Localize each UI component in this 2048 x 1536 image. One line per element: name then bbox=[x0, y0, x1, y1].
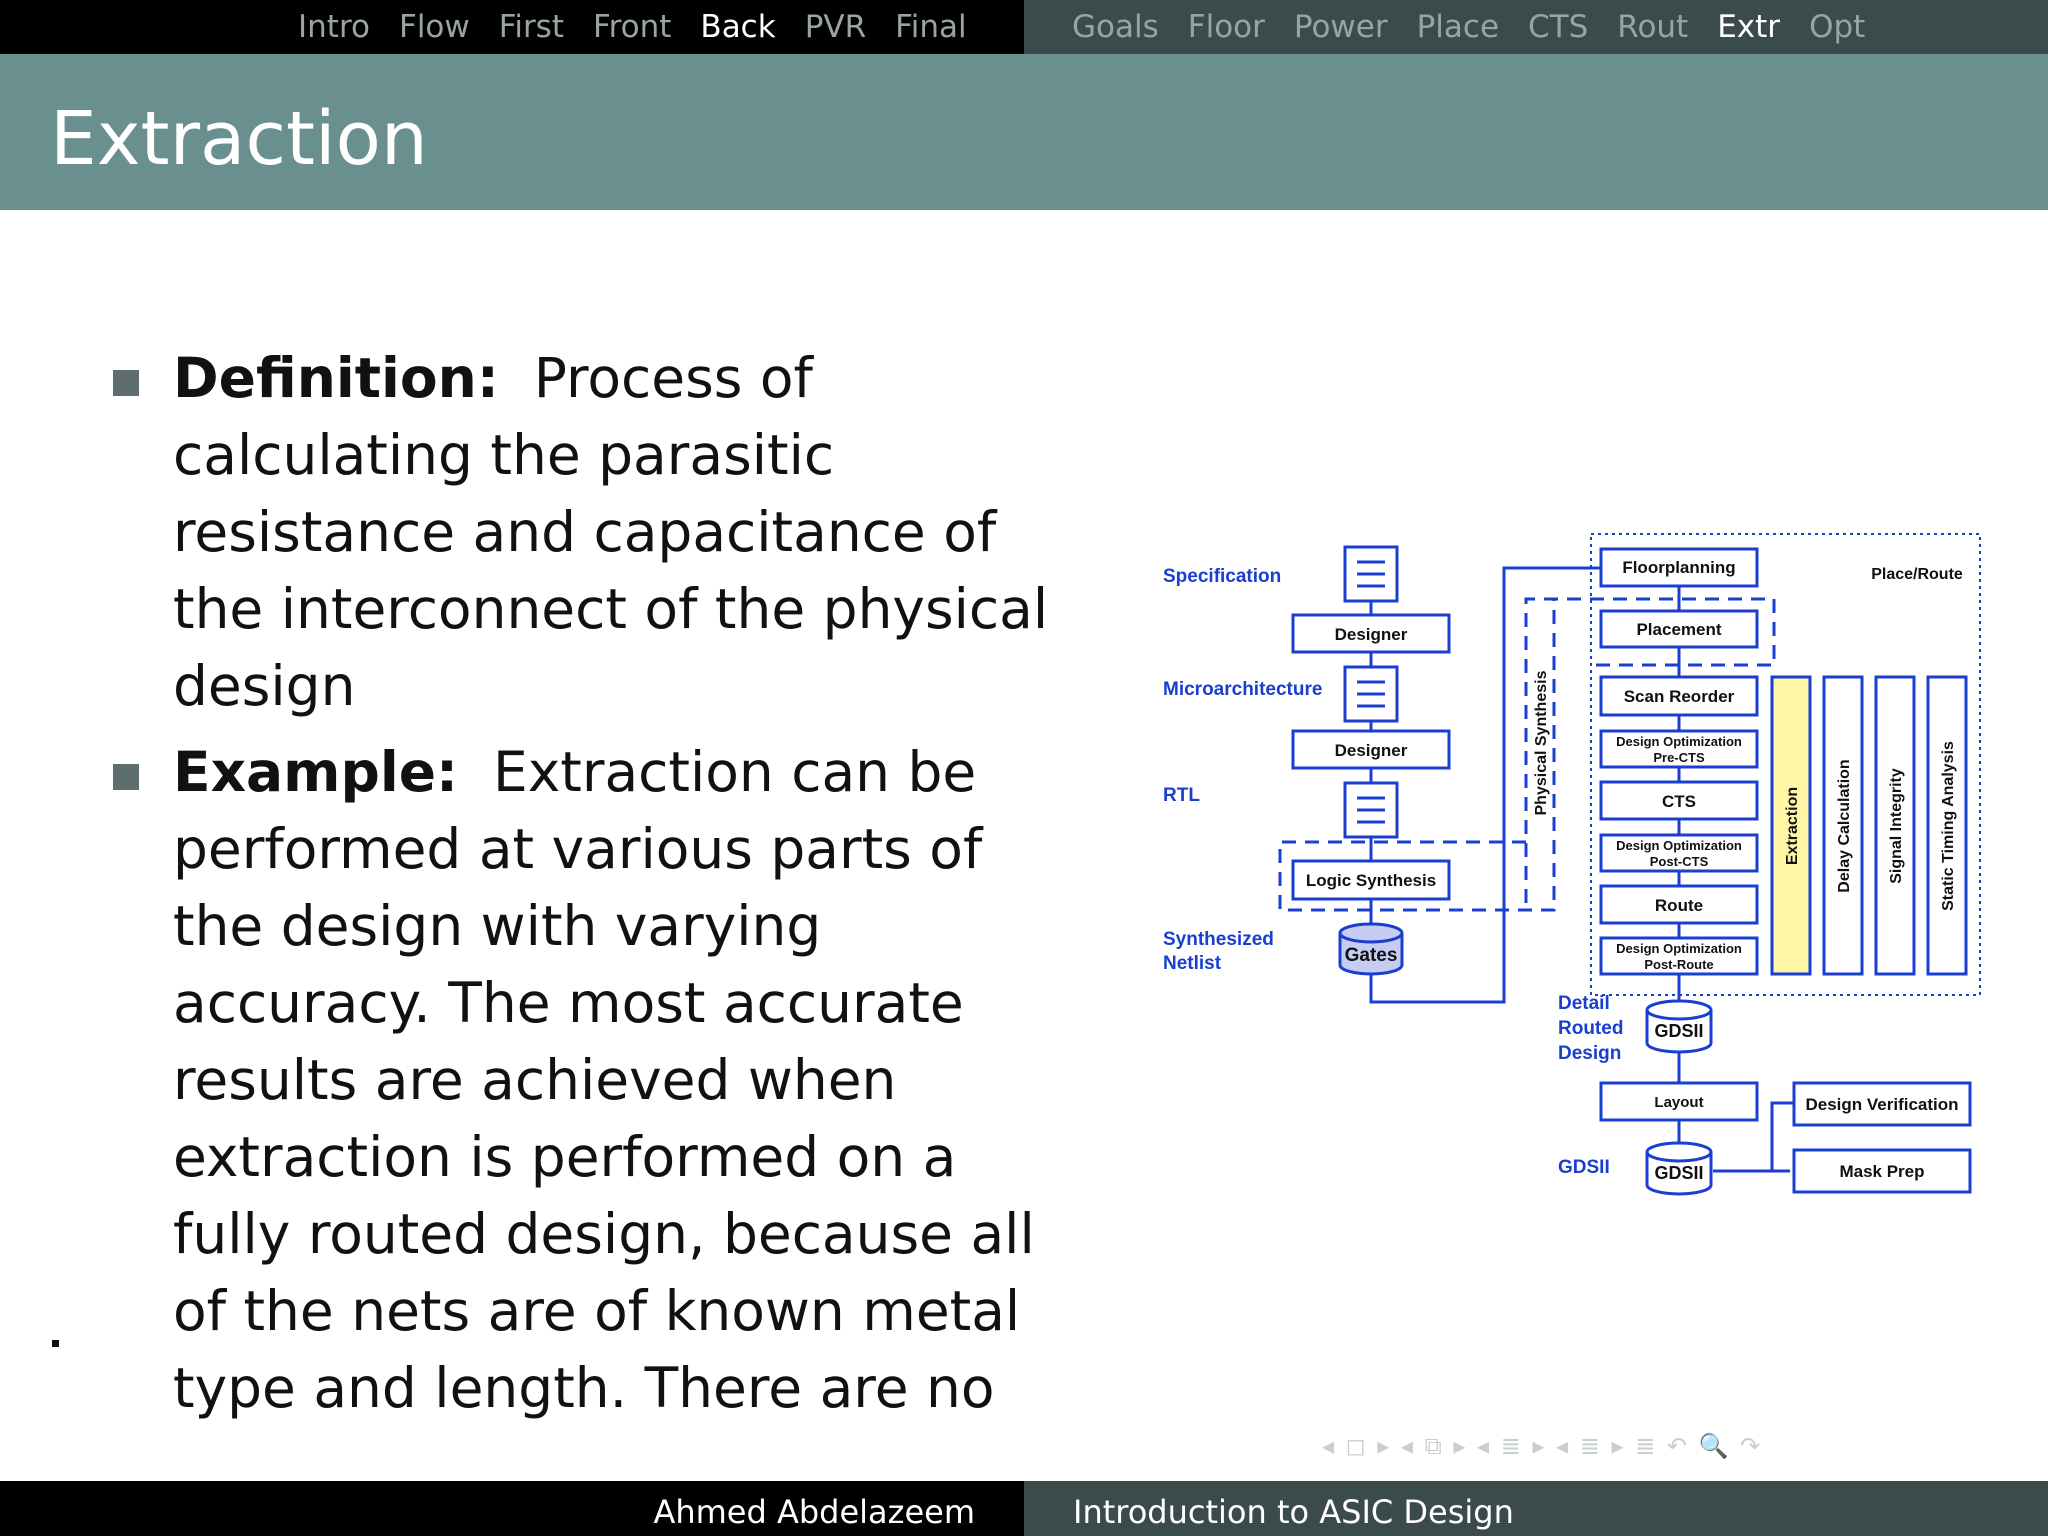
bullet-label: Example: bbox=[173, 740, 458, 804]
text-gates: Gates bbox=[1344, 945, 1398, 966]
text-design-opt-post-route-2: Post-Route bbox=[1644, 957, 1714, 972]
text-designer-1: Designer bbox=[1334, 625, 1408, 644]
text-logic-synthesis: Logic Synthesis bbox=[1305, 871, 1437, 890]
nav-intro[interactable]: Intro bbox=[298, 9, 370, 45]
nav-power[interactable]: Power bbox=[1293, 9, 1388, 45]
text-design-opt-post-cts-2: Post-CTS bbox=[1649, 854, 1709, 869]
text-delay-calculation: Delay Calculation bbox=[1836, 759, 1853, 893]
bullet-label: Definition: bbox=[173, 346, 499, 410]
section-nav bbox=[298, 0, 996, 54]
text-extraction: Extraction bbox=[1784, 786, 1801, 866]
nav-floor[interactable]: Floor bbox=[1187, 9, 1265, 45]
nav-place[interactable]: Place bbox=[1416, 9, 1500, 45]
label-microarchitecture: Microarchitecture bbox=[1163, 679, 1323, 700]
text-placement: Placement bbox=[1636, 620, 1722, 639]
footer-author: Ahmed Abdelazeem bbox=[653, 1493, 975, 1531]
top-navigation-bar bbox=[0, 0, 2048, 54]
bullet-definition bbox=[113, 340, 1073, 725]
bullet-example bbox=[113, 734, 1073, 1427]
text-floorplanning: Floorplanning bbox=[1622, 558, 1736, 577]
label-gdsii: GDSII bbox=[1558, 1157, 1610, 1178]
text-route: Route bbox=[1654, 896, 1704, 915]
nav-final[interactable]: Final bbox=[895, 9, 967, 45]
nav-flow[interactable]: Flow bbox=[398, 9, 470, 45]
bullet-text: Process of calculating the parasitic resistance and capacitance of the interconnect of the physical design bbox=[173, 346, 1049, 718]
label-synthesized: Synthesized bbox=[1163, 929, 1274, 950]
label-rtl: RTL bbox=[1163, 785, 1200, 806]
text-gdsii-1: GDSII bbox=[1654, 1021, 1704, 1041]
text-place-route: Place/Route bbox=[1871, 566, 1963, 583]
bullet-square-icon bbox=[113, 764, 139, 790]
beamer-navigation-symbols[interactable]: ◂ ◻ ▸ ◂ ⧉ ▸ ◂ ≣ ▸ ◂ ≣ ▸ ≣ ↶ 🔍 ↷ bbox=[1322, 1432, 1763, 1460]
text-scan-reorder: Scan Reorder bbox=[1623, 687, 1735, 706]
subsection-nav bbox=[1072, 0, 1894, 54]
label-detail: Detail bbox=[1558, 993, 1610, 1014]
footer-bar bbox=[0, 1481, 2048, 1536]
text-mask-prep: Mask Prep bbox=[1839, 1162, 1925, 1181]
text-layout: Layout bbox=[1654, 1094, 1704, 1111]
text-static-timing-analysis: Static Timing Analysis bbox=[1940, 741, 1957, 911]
text-design-verification: Design Verification bbox=[1805, 1095, 1959, 1114]
asic-flow-diagram bbox=[1155, 525, 1985, 1225]
bullet-list bbox=[113, 340, 1073, 1436]
nav-pvr[interactable]: PVR bbox=[804, 9, 867, 45]
nav-front[interactable]: Front bbox=[593, 9, 672, 45]
text-gdsii-2: GDSII bbox=[1654, 1163, 1704, 1183]
nav-extr[interactable]: Extr bbox=[1717, 9, 1781, 45]
text-cts: CTS bbox=[1662, 792, 1696, 811]
nav-first[interactable]: First bbox=[498, 9, 564, 45]
text-design-opt-post-cts-1: Design Optimization bbox=[1616, 838, 1742, 853]
footer-course: Introduction to ASIC Design bbox=[1073, 1493, 1514, 1531]
frame-title-bar bbox=[0, 54, 2048, 210]
text-designer-2: Designer bbox=[1334, 741, 1408, 760]
nav-goals[interactable]: Goals bbox=[1072, 9, 1159, 45]
label-routed: Routed bbox=[1558, 1018, 1624, 1039]
label-specification: Specification bbox=[1163, 566, 1282, 587]
text-physical-synthesis: Physical Synthesis bbox=[1533, 670, 1550, 816]
text-design-opt-post-route-1: Design Optimization bbox=[1616, 941, 1742, 956]
label-design: Design bbox=[1558, 1043, 1622, 1064]
text-design-opt-pre-1: Design Optimization bbox=[1616, 734, 1742, 749]
bullet-square-icon bbox=[113, 370, 139, 396]
nav-opt[interactable]: Opt bbox=[1809, 9, 1866, 45]
footer-right bbox=[1024, 1481, 2048, 1536]
frame-title: Extraction bbox=[50, 96, 428, 182]
text-design-opt-pre-2: Pre-CTS bbox=[1653, 750, 1705, 765]
label-netlist: Netlist bbox=[1163, 953, 1222, 974]
bullet-text: Extraction can be performed at various parts of the design with varying accuracy. The most accurate results are achieved when extraction is performed on a fully routed design, because all of the nets are of known metal type and length. There are no bbox=[173, 740, 1035, 1420]
nav-cts[interactable]: CTS bbox=[1528, 9, 1589, 45]
text-signal-integrity: Signal Integrity bbox=[1888, 768, 1905, 884]
footer-left bbox=[0, 1481, 1024, 1536]
nav-back[interactable]: Back bbox=[700, 9, 776, 45]
nav-rout[interactable]: Rout bbox=[1617, 9, 1689, 45]
stray-dot bbox=[52, 1340, 59, 1347]
